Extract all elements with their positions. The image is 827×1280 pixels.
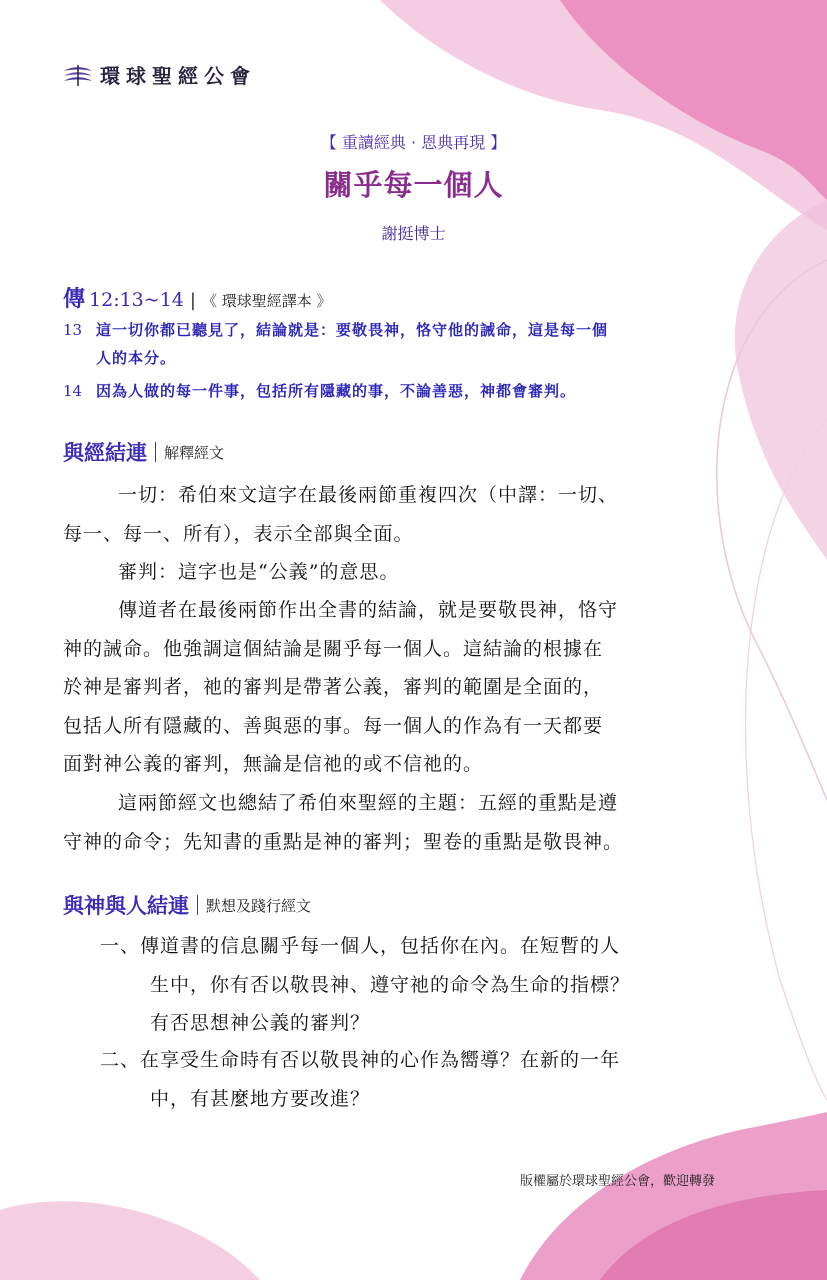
verse-14: [63, 377, 783, 405]
paragraph-line: 傳道者在最後兩節作出全書的結論，就是要敬畏神，恪守: [118, 599, 619, 621]
bible-society-logo-icon: [62, 61, 94, 89]
paragraph-everything: [63, 476, 773, 553]
scripture-reference: [63, 282, 332, 313]
scripture-version: 《 環球聖經譯本 》: [201, 292, 332, 310]
paragraph-line: 於神是審判者，祂的審判是帶著公義，審判的範圍是全面的，: [63, 676, 604, 699]
section-subtitle: 默想及踐行經文: [206, 896, 312, 915]
paragraph-conclusion: [63, 591, 773, 784]
list-line: 生中，你有否以敬畏神、遵守祂的命令為生命的指標？: [150, 973, 631, 996]
page-title: 關乎每一個人: [323, 168, 504, 202]
paragraph-line: 包括人所有隱藏的、善與惡的事。每一個人的作為有一天都要: [63, 714, 604, 737]
paragraph-judgment: [63, 553, 773, 592]
paragraph-line: 這兩節經文也總結了希伯來聖經的主題：五經的重點是遵: [118, 792, 619, 814]
reflection-item-1: [100, 927, 780, 1043]
divider: [197, 895, 198, 915]
paragraph-line: 審判：這字也是“公義”的意思。: [118, 561, 400, 583]
verse-number: 13: [63, 321, 83, 339]
copyright-notice: 版權屬於環球聖經公會，歡迎轉發: [520, 1174, 716, 1189]
paragraph-line: 神的誡命。他強調這個結論是關乎每一個人。這結論的根據在: [63, 637, 604, 660]
list-line: 有否思想神公義的審判？: [150, 1012, 371, 1035]
paragraph-summary: [63, 784, 773, 861]
reflection-item-2: [100, 1041, 780, 1118]
verse-text-continued: 人的本分。: [96, 349, 177, 367]
brand-name: 環球聖經公會: [100, 64, 256, 88]
divider: |: [189, 290, 196, 311]
bottom-left-blob: [0, 1201, 260, 1280]
verse-text: 這一切你都已聽見了，結論就是：要敬畏神，恪守他的誡命，這是每一個: [96, 321, 609, 339]
series-title: 【 重讀經典 · 恩典再現 】: [320, 133, 507, 152]
list-line: 一、傳道書的信息關乎每一個人，包括你在內。在短暫的人: [100, 935, 621, 957]
brand-logo: [62, 60, 256, 89]
paragraph-line: 每一、每一、所有），表示全部與全面。: [63, 522, 414, 545]
section-reflect-heading: [63, 890, 311, 920]
list-line: 中，有甚麼地方要改進？: [150, 1087, 371, 1110]
paragraph-line: 面對神公義的審判，無論是信祂的或不信祂的。: [63, 753, 484, 776]
section-explain-heading: [63, 437, 224, 467]
list-line: 二、在享受生命時有否以敬畏神的心作為嚮導？在新的一年: [100, 1049, 621, 1071]
verse-13: [63, 316, 783, 372]
section-subtitle: 解釋經文: [164, 443, 225, 462]
paragraph-line: 守神的命令；先知書的重點是神的審判；聖卷的重點是敬畏神。: [63, 830, 624, 853]
verse-text: 因為人做的每一件事，包括所有隱藏的事，不論善惡，神都會審判。: [96, 382, 577, 400]
scripture-verses: 12:13~14: [89, 289, 184, 311]
section-title: 與神與人結連: [63, 893, 189, 918]
scripture-book: 傳: [63, 286, 86, 312]
verse-number: 14: [63, 382, 83, 400]
divider: [155, 442, 156, 462]
paragraph-line: 一切：希伯來文這字在最後兩節重複四次（中譯：一切、: [118, 484, 619, 506]
section-title: 與經結連: [63, 440, 147, 465]
author: 謝挺博士: [381, 224, 446, 243]
